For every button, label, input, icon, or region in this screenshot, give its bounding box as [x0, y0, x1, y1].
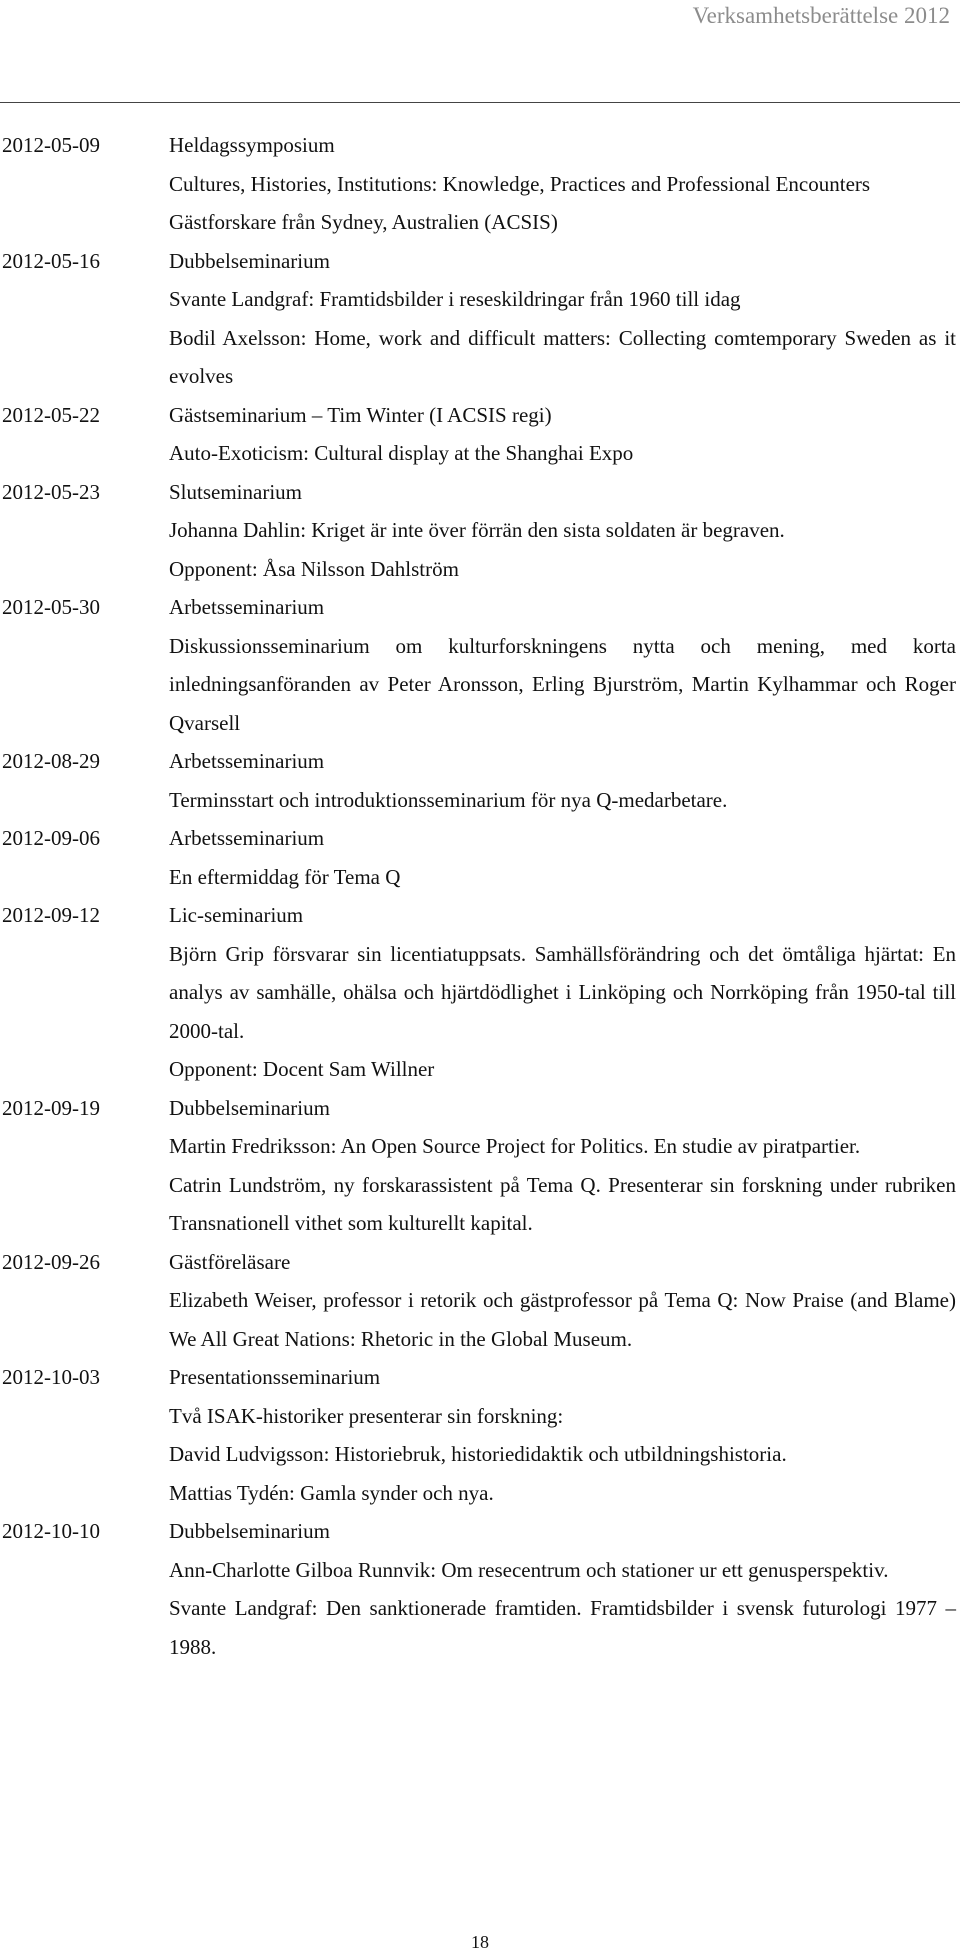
entry-date: 2012-09-19 [2, 1095, 100, 1120]
entry-line: Elizabeth Weiser, professor i retorik och gästprofessor på Tema Q: Now Praise (and Blame) We All Great Nations: Rhetoric in the Global Museum. [169, 1288, 956, 1351]
page-number: 18 [471, 1932, 489, 1952]
entry-title: Dubbelseminarium [169, 1519, 330, 1543]
entry-title: Dubbelseminarium [169, 248, 330, 273]
schedule-entry [2, 242, 956, 396]
entry-title: Gästföreläsare [169, 1249, 291, 1274]
entry-date: 2012-10-10 [2, 1519, 100, 1543]
entry-line: Johanna Dahlin: Kriget är inte över förrän den sista soldaten är begraven. [169, 518, 785, 542]
entry-line: Diskussionsseminarium om kulturforskningens nytta och mening, med korta inledningsanföranden av Peter Aronsson, Erling Bjurström, Martin Kylhammar och Roger Qvarsell [169, 633, 956, 735]
entry-date: 2012-09-12 [2, 903, 100, 927]
entry-line: Två ISAK-historiker presenterar sin forskning: [169, 1403, 564, 1428]
entry-line: Cultures, Histories, Institutions: Knowledge, Practices and Professional Encounters [169, 171, 871, 196]
schedule-entry [2, 588, 956, 742]
entry-line: Mattias Tydén: Gamla synder och nya. [169, 1480, 494, 1505]
entry-title: Arbetsseminarium [169, 749, 325, 773]
entry-line: En eftermiddag för Tema Q [169, 864, 401, 889]
entry-body [169, 242, 956, 396]
entry-line: Auto-Exoticism: Cultural display at the Shanghai Expo [169, 441, 634, 465]
entry-body [169, 1512, 956, 1666]
entry-body [169, 1358, 956, 1512]
schedule-entry [2, 1512, 956, 1666]
header-divider [0, 102, 960, 103]
schedule-entry [2, 126, 956, 242]
entry-title: Arbetsseminarium [169, 595, 325, 619]
entry-body [169, 126, 956, 242]
entry-date: 2012-05-22 [2, 402, 100, 427]
entry-line: Ann-Charlotte Gilboa Runnvik: Om resecentrum och stationer ur ett genusperspektiv. [169, 1557, 889, 1582]
entry-line: Svante Landgraf: Den sanktionerade framtiden. Framtidsbilder i svensk futurologi 1977 – 1988. [169, 1596, 956, 1659]
seminar-schedule [2, 126, 956, 1666]
entry-line: Catrin Lundström, ny forskarassistent på Tema Q. Presenterar sin forskning under rubriken Transnationell vithet som kulturellt kapital. [169, 1172, 956, 1235]
entry-line: Bodil Axelsson: Home, work and difficult matters: Collecting comtemporary Sweden as it evolves [169, 325, 956, 388]
schedule-entry [2, 473, 956, 589]
entry-line: Terminsstart och introduktionsseminarium för nya Q-medarbetare. [169, 787, 728, 812]
entry-body [169, 896, 956, 1089]
schedule-entry [2, 1089, 956, 1243]
entry-line: David Ludvigsson: Historiebruk, historiedidaktik och utbildningshistoria. [169, 1442, 787, 1466]
entry-body [169, 819, 956, 896]
schedule-entry [2, 819, 956, 896]
entry-body [169, 396, 956, 473]
entry-body [169, 588, 956, 742]
entry-date: 2012-05-16 [2, 248, 100, 273]
entry-line: Gästforskare från Sydney, Australien (ACSIS) [169, 210, 558, 234]
entry-date: 2012-05-23 [2, 479, 100, 504]
entry-date: 2012-08-29 [2, 749, 100, 773]
page-header-title: Verksamhetsberättelse 2012 [692, 3, 950, 28]
schedule-entry [2, 396, 956, 473]
entry-date: 2012-05-30 [2, 595, 100, 619]
entry-body [169, 473, 956, 589]
entry-title: Slutseminarium [169, 479, 302, 504]
entry-line: Martin Fredriksson: An Open Source Project for Politics. En studie av piratpartier. [169, 1134, 861, 1158]
entry-body [169, 742, 956, 819]
entry-body [169, 1243, 956, 1359]
schedule-entry [2, 1243, 956, 1359]
entry-title: Arbetsseminarium [169, 826, 325, 850]
entry-body [169, 1089, 956, 1243]
entry-date: 2012-09-26 [2, 1249, 100, 1274]
entry-title: Gästseminarium – Tim Winter (I ACSIS regi) [169, 402, 552, 427]
schedule-entry [2, 1358, 956, 1512]
entry-title: Heldagssymposium [169, 133, 335, 157]
entry-date: 2012-10-03 [2, 1365, 100, 1389]
entry-date: 2012-09-06 [2, 826, 100, 850]
entry-line: Björn Grip försvarar sin licentiatuppsats. Samhällsförändring och det ömtåliga hjärtat: En analys av samhälle, ohälsa och hjärtdödlighet i Linköping och Norrköping från 1950-tal till 2000-tal. [169, 941, 956, 1043]
entry-title: Presentationsseminarium [169, 1365, 381, 1389]
entry-title: Dubbelseminarium [169, 1095, 330, 1120]
entry-line: Opponent: Docent Sam Willner [169, 1057, 435, 1081]
schedule-entry [2, 896, 956, 1089]
entry-title: Lic-seminarium [169, 903, 304, 927]
entry-date: 2012-05-09 [2, 133, 100, 157]
schedule-entry [2, 742, 956, 819]
entry-line: Opponent: Åsa Nilsson Dahlström [169, 556, 459, 581]
entry-line: Svante Landgraf: Framtidsbilder i reseskildringar från 1960 till idag [169, 287, 741, 311]
